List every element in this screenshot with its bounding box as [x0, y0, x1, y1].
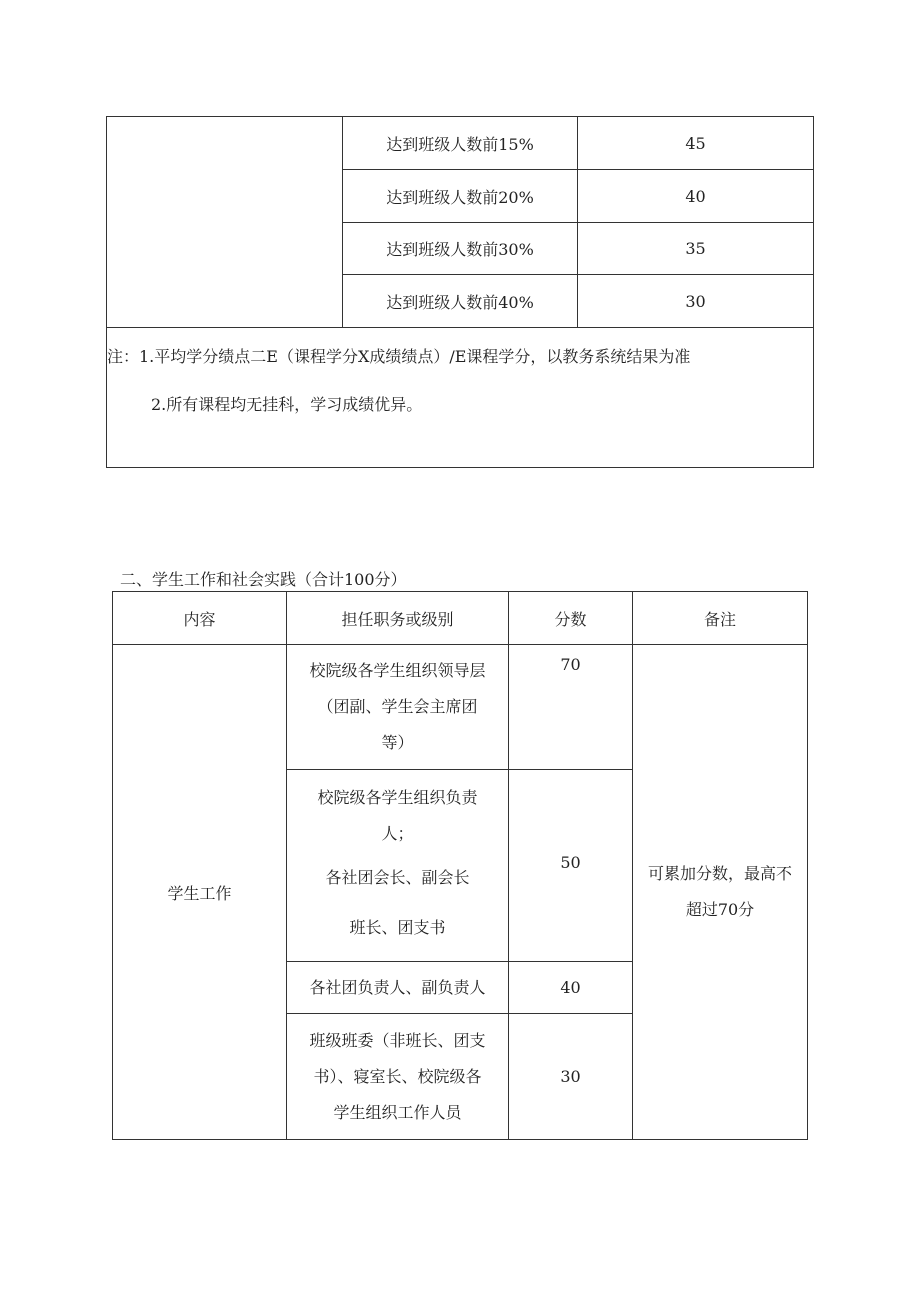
student-work-table — [112, 591, 808, 1140]
position-cell — [287, 1014, 509, 1140]
position-line: 各社团会长、副会长 — [325, 867, 470, 887]
score-cell: 40 — [578, 170, 814, 223]
position-line: 校院级各学生组织负责 — [317, 787, 478, 807]
score-cell: 30 — [509, 1014, 633, 1140]
category-cell: 学生工作 — [113, 645, 287, 1140]
header-remark: 备注 — [633, 592, 808, 645]
position-cell — [287, 770, 509, 962]
position-line: 班长、团支书 — [349, 917, 446, 937]
table-row — [107, 117, 814, 170]
remark-text: 可累加分数，最高不超过70分 — [647, 864, 792, 919]
position-cell — [287, 645, 509, 770]
position-line: （团副、学生会主席团 — [317, 697, 478, 716]
criterion-cell: 达到班级人数前15% — [343, 117, 578, 170]
note-line-2: 2.所有课程均无挂科，学习成绩优异。 — [151, 395, 423, 414]
note-cell — [107, 328, 814, 468]
remark-cell — [633, 645, 808, 1140]
header-row — [113, 592, 808, 645]
section-title: 二、学生工作和社会实践（合计100分） — [120, 570, 407, 589]
table-row — [113, 645, 808, 770]
blank-category-cell — [107, 117, 343, 328]
criterion-cell: 达到班级人数前20% — [343, 170, 578, 223]
position-line: 等） — [381, 733, 414, 752]
position-line: 班级班委（非班长、团支 — [309, 1030, 486, 1050]
header-score: 分数 — [509, 592, 633, 645]
score-cell: 40 — [509, 962, 633, 1014]
score-cell: 45 — [578, 117, 814, 170]
position-line: 学生组织工作人员 — [333, 1102, 462, 1122]
note-line-1: 注：1.平均学分绩点二E（课程学分X成绩绩点）/E课程学分，以教务系统结果为准 — [107, 347, 691, 366]
header-content: 内容 — [113, 592, 287, 645]
score-cell: 30 — [578, 275, 814, 328]
position-line: 各社团负责人、副负责人 — [309, 977, 486, 997]
score-cell: 35 — [578, 223, 814, 275]
header-position: 担任职务或级别 — [287, 592, 509, 645]
criterion-cell: 达到班级人数前30% — [343, 223, 578, 275]
criterion-cell: 达到班级人数前40% — [343, 275, 578, 328]
score-cell: 70 — [509, 645, 633, 770]
note-row — [107, 328, 814, 468]
position-cell — [287, 962, 509, 1014]
position-line: 人； — [381, 823, 414, 843]
position-line: 书）、寝室长、校院级各 — [313, 1066, 482, 1086]
grade-criteria-table — [106, 116, 814, 468]
score-cell: 50 — [509, 770, 633, 962]
position-line: 校院级各学生组织领导层 — [309, 661, 486, 680]
